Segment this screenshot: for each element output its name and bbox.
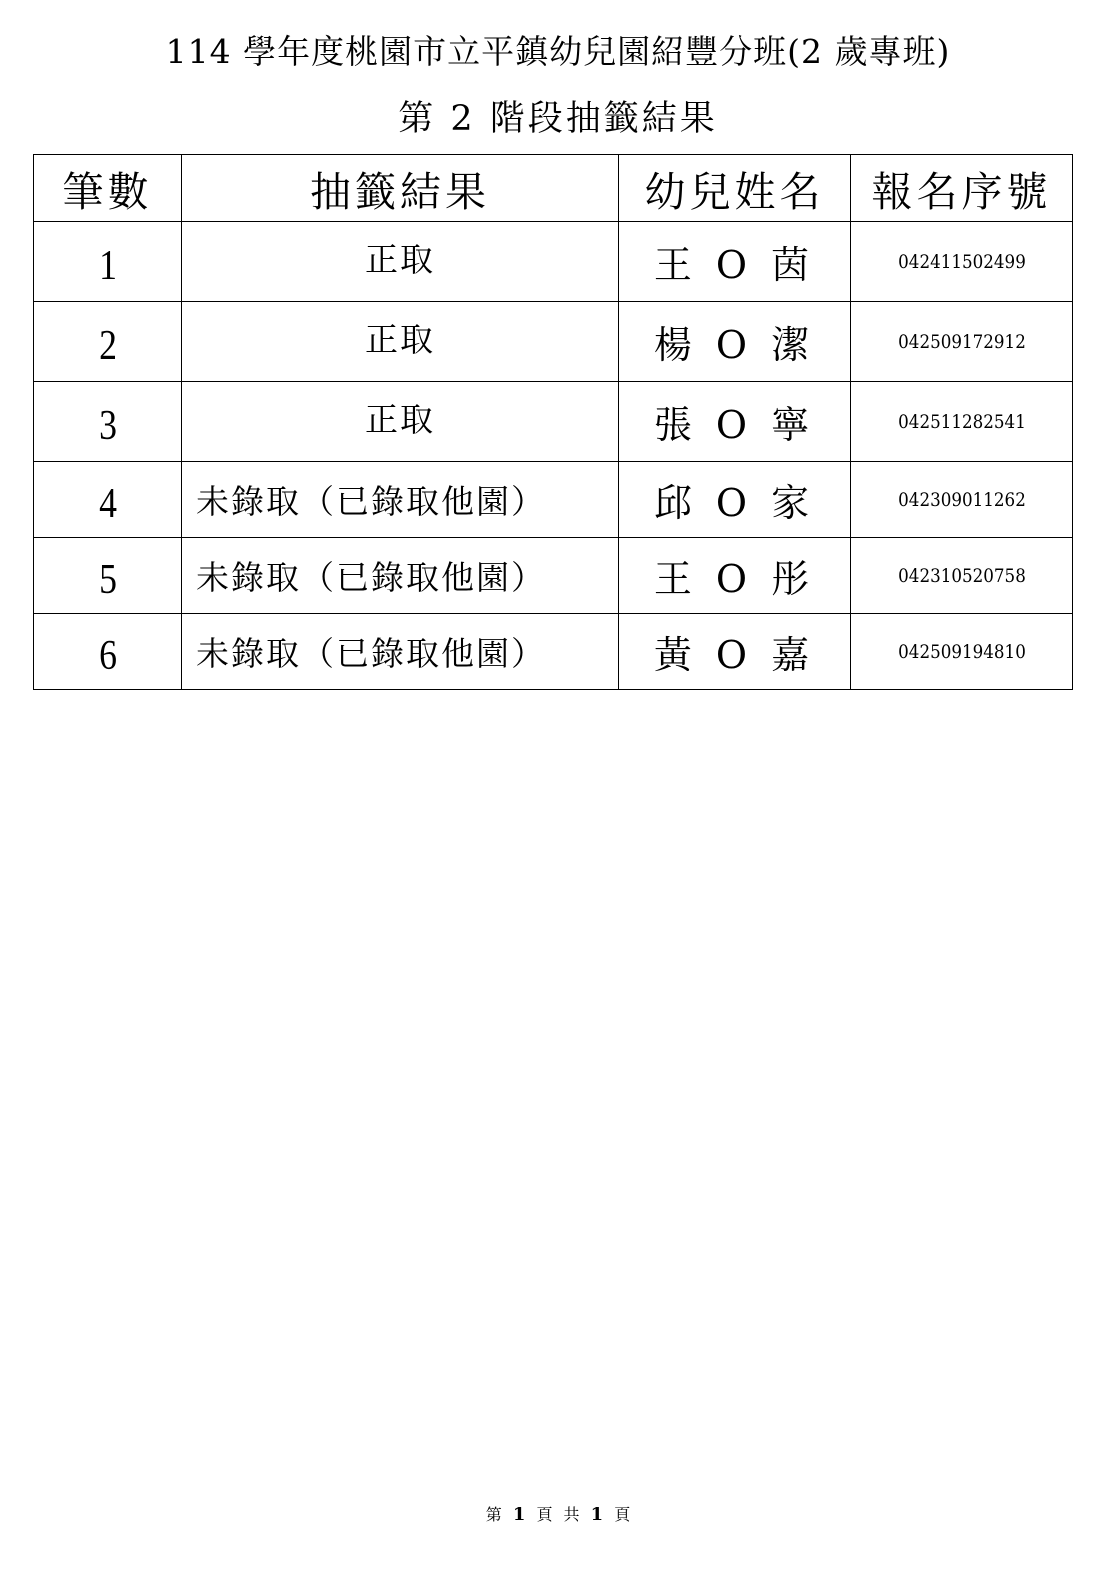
header-child-name: 幼兒姓名	[619, 155, 851, 222]
row-result: 正取	[182, 302, 619, 382]
row-result: 未錄取（已錄取他園）	[182, 462, 619, 538]
footer-page-number: 1	[512, 1504, 526, 1525]
table-row	[34, 382, 1073, 462]
row-child-name: 張 O 寧	[619, 382, 851, 462]
row-result: 正取	[182, 222, 619, 302]
row-child-name: 楊 O 潔	[619, 302, 851, 382]
table-row	[34, 462, 1073, 538]
row-result: 未錄取（已錄取他園）	[182, 538, 619, 614]
footer-middle: 頁 共	[536, 1505, 580, 1524]
footer-suffix: 頁	[614, 1505, 631, 1524]
lottery-result-table	[33, 154, 1073, 690]
table-header-row	[34, 155, 1073, 222]
row-registration-number: 042411502499	[864, 222, 1059, 302]
row-child-name: 王 O 彤	[619, 538, 851, 614]
row-registration-number: 042511282541	[864, 382, 1059, 462]
header-count: 筆數	[34, 155, 182, 222]
row-child-name: 黃 O 嘉	[619, 614, 851, 690]
document-title: 114 學年度桃園市立平鎮幼兒園紹豐分班(2 歲專班)	[165, 32, 951, 71]
row-registration-number: 042509172912	[864, 302, 1059, 382]
row-result: 未錄取（已錄取他園）	[182, 614, 619, 690]
row-registration-number: 042310520758	[864, 538, 1059, 614]
footer-total-pages: 1	[590, 1504, 604, 1525]
row-number: 5	[45, 538, 171, 614]
page-footer	[0, 1503, 1116, 1527]
row-number: 3	[45, 382, 171, 462]
row-result: 正取	[182, 382, 619, 462]
table-row	[34, 538, 1073, 614]
row-number: 1	[45, 222, 171, 302]
row-registration-number: 042309011262	[864, 462, 1059, 538]
header-result: 抽籤結果	[182, 155, 619, 222]
row-child-name: 邱 O 家	[619, 462, 851, 538]
header-registration-number: 報名序號	[851, 155, 1073, 222]
table-row	[34, 302, 1073, 382]
document-subtitle: 第 2 階段抽籤結果	[398, 99, 718, 139]
table-row	[34, 222, 1073, 302]
row-registration-number: 042509194810	[864, 614, 1059, 690]
row-number: 6	[45, 614, 171, 690]
row-child-name: 王 O 茵	[619, 222, 851, 302]
row-number: 4	[45, 462, 171, 538]
table-row	[34, 614, 1073, 690]
row-number: 2	[45, 302, 171, 382]
footer-prefix: 第	[485, 1505, 502, 1524]
